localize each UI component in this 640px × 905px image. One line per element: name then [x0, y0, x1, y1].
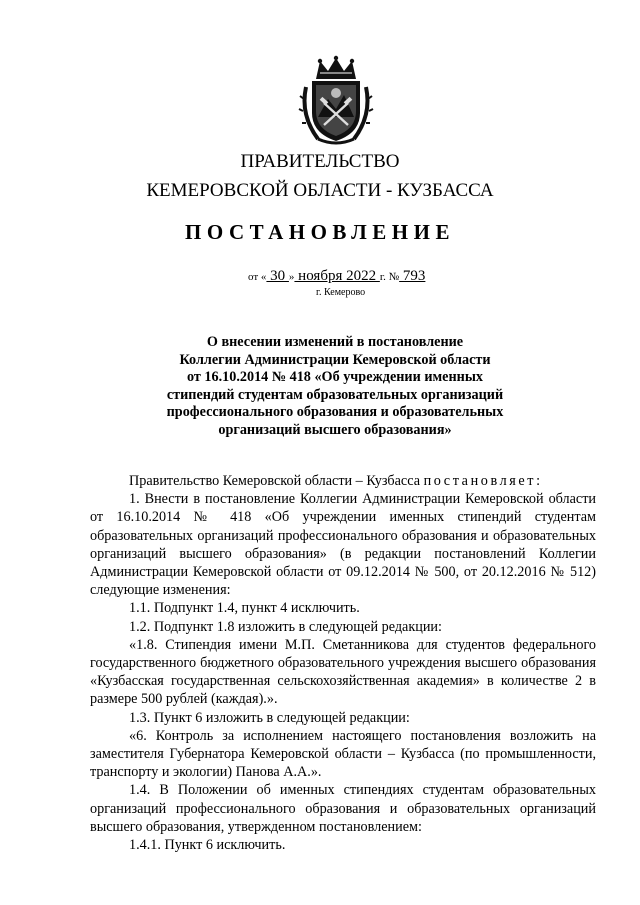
- document-title: [100, 334, 570, 440]
- body-paragraph: 1.3. Пункт 6 изложить в следующей редакции:: [129, 709, 410, 726]
- intro-text: Правительство Кемеровской области – Кузбасса: [129, 473, 421, 489]
- title-line: организаций высшего образования»: [218, 421, 452, 438]
- city: г. Кемерово: [316, 287, 366, 298]
- title-line: стипендий студентам образовательных организаций: [166, 386, 504, 403]
- body-paragraph: 1.4. В Положении об именных стипендиях студентам образовательных организаций профессионального образования и образовательных организаций высшего образования, утвержденном постановлением:: [90, 782, 596, 835]
- body-paragraph: «1.8. Стипендия имени М.П. Сметанникова для студентов федерального государственного бюджетного образовательного учреждения высшего образования «Кузбасская государственная сельскохозяйственная академия» в количестве 2 в размере 500 рублей (каждая).».: [90, 636, 596, 708]
- doc-number: 793: [399, 268, 426, 284]
- intro-resolves: постановляет:: [423, 473, 543, 489]
- document-body: [90, 472, 596, 854]
- title-line: от 16.10.2014 № 418 «Об учреждении именных: [187, 369, 483, 386]
- doc-number-prefix: №: [388, 271, 400, 283]
- intro-paragraph: [90, 472, 596, 490]
- org-name-line1: ПРАВИТЕЛЬСТВО: [240, 151, 400, 172]
- date-prefix: от «: [248, 271, 267, 283]
- body-paragraph: 1.2. Подпункт 1.8 изложить в следующей редакции:: [129, 618, 442, 635]
- org-name-line2: КЕМЕРОВСКОЙ ОБЛАСТИ - КУЗБАССА: [146, 180, 494, 201]
- date-mid: »: [288, 271, 295, 283]
- title-line: О внесении изменений в постановление: [206, 334, 464, 350]
- coat-of-arms-icon: [298, 55, 374, 147]
- body-paragraph: 1.4.1. Пункт 6 исключить.: [129, 837, 286, 854]
- body-paragraph: 1. Внести в постановление Коллегии Администрации Кемеровской области от 16.10.2014 № 418 «Об учреждении именных стипендий студентам образовательных организаций профессионального образования и образовательных организаций высшего образования» (в редакции постановлений Коллегии Администрации Кемеровской области от 09.12.2014 № 500, от 20.12.2016 № 512) следующие изменения:: [90, 491, 596, 599]
- title-line: профессионального образования и образовательных: [166, 404, 504, 421]
- document-type: ПОСТАНОВЛЕНИЕ: [185, 220, 455, 244]
- title-line: Коллегии Администрации Кемеровской области: [179, 351, 491, 368]
- date-day: 30: [266, 268, 289, 284]
- body-paragraph: «6. Контроль за исполнением настоящего постановления возложить на заместителя Губернатора Кемеровской области – Кузбасса (по промышленности, транспорту и экологии) Панова А.А.».: [90, 727, 596, 781]
- date-month-year: ноября 2022: [294, 268, 380, 284]
- date-line: [248, 268, 425, 285]
- body-paragraph: 1.1. Подпункт 1.4, пункт 4 исключить.: [129, 600, 360, 617]
- date-year-suffix: г.: [379, 271, 386, 283]
